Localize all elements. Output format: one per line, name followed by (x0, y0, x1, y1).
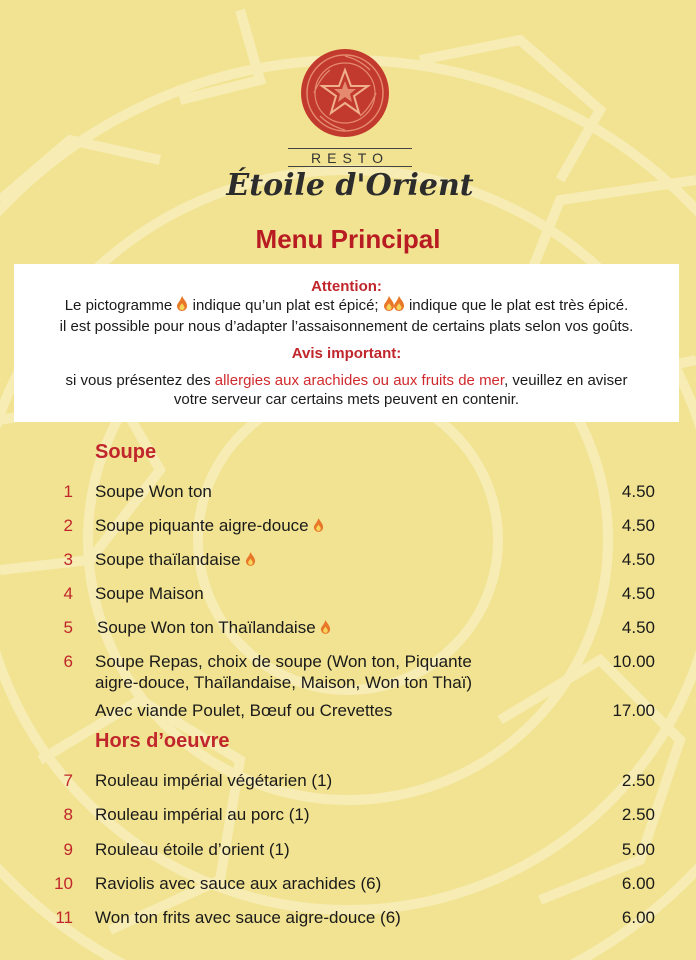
menu-item (0, 550, 696, 572)
allergy-warning: allergies aux arachides ou aux fruits de mer (214, 372, 505, 389)
menu-item (0, 805, 696, 827)
flame-icon (176, 296, 188, 311)
menu-item (0, 618, 696, 640)
item-number: 10 (54, 874, 73, 893)
menu-item (0, 482, 696, 504)
item-name: Rouleau étoile d’orient (1) (95, 840, 290, 859)
item-name: Rouleau impérial au porc (1) (95, 805, 310, 824)
item-name: Soupe Won ton Thaïlandaise (97, 618, 316, 637)
section-title-hors-doeuvre: Hors d’oeuvre (95, 730, 230, 752)
menu-item (0, 584, 696, 606)
notice-line-1-part-c: indique que le plat est très épicé. (408, 297, 629, 314)
item-name-wrap (95, 550, 256, 570)
item-number: 6 (63, 652, 73, 671)
menu-item (0, 652, 696, 696)
item-name: Won ton frits avec sauce aigre-douce (6) (95, 908, 401, 927)
item-number: 3 (63, 550, 73, 569)
page-title: Menu Principal (255, 224, 441, 254)
item-price: 17.00 (612, 701, 655, 720)
notice-line-1-part-b: indique qu’un plat est épicé; (192, 297, 379, 314)
menu-item (0, 516, 696, 538)
item-price: 2.50 (621, 771, 655, 790)
item-price: 6.00 (621, 874, 655, 893)
menu-item (0, 874, 696, 896)
item-number: 8 (63, 805, 73, 824)
item-name: Avec viande Poulet, Bœuf ou Crevettes (95, 701, 393, 720)
notice-line-3 (14, 372, 679, 389)
brand-name: Étoile d'Orient (226, 168, 474, 203)
notice-line-1 (14, 296, 679, 314)
item-name: Soupe Won ton (95, 482, 212, 501)
item-name: Raviolis avec sauce aux arachides (6) (95, 874, 382, 893)
item-name: Soupe piquante aigre-douce (95, 516, 309, 535)
item-number: 7 (63, 771, 73, 790)
notice-line-2: il est possible pour nous d’adapter l’assaisonnement de certains plats selon vos goûts. (59, 318, 634, 335)
item-price: 10.00 (612, 652, 655, 671)
brand-rule-bottom (288, 166, 412, 167)
notice-line-3-part-c: , veuillez en aviser (504, 372, 628, 389)
item-number: 11 (55, 908, 73, 927)
item-price: 4.50 (621, 550, 655, 569)
item-name-wrap (95, 516, 324, 536)
item-price: 5.00 (621, 840, 655, 859)
item-name: Soupe thaïlandaise (95, 550, 241, 569)
item-name: Rouleau impérial végétarien (1) (95, 771, 333, 790)
section-title-soupe: Soupe (95, 441, 157, 463)
item-number: 4 (63, 584, 73, 603)
item-price: 4.50 (621, 584, 655, 603)
notice-line-3-part-a: si vous présentez des (65, 372, 211, 389)
flame-icon (320, 620, 331, 634)
item-price: 4.50 (621, 516, 655, 535)
item-number: 9 (63, 840, 73, 859)
attention-heading: Attention: (311, 278, 382, 295)
flame-icon (245, 552, 256, 566)
menu-item-variant (0, 701, 696, 723)
item-price: 4.50 (621, 482, 655, 501)
notice-line-1-part-a: Le pictogramme (64, 297, 173, 314)
menu-item (0, 771, 696, 793)
menu-item (0, 840, 696, 862)
brand-rule-top (288, 148, 412, 149)
item-number: 5 (63, 618, 73, 637)
menu-item (0, 908, 696, 930)
important-heading: Avis important: (291, 345, 402, 362)
logo-seal-icon (300, 48, 390, 138)
flame-icon (313, 518, 324, 532)
item-name-continued: aigre-douce, Thaïlandaise, Maison, Won ton Thaï) (95, 673, 473, 692)
item-name: Soupe Maison (95, 584, 204, 603)
notice-box (14, 264, 679, 422)
notice-line-4: votre serveur car certains mets peuvent en contenir. (173, 391, 520, 408)
item-name-wrap (97, 618, 331, 638)
item-name: Soupe Repas, choix de soupe (Won ton, Piquante (95, 652, 472, 671)
item-price: 6.00 (621, 908, 655, 927)
brand-label: RESTO (311, 150, 389, 166)
item-number: 1 (63, 482, 73, 501)
item-price: 2.50 (621, 805, 655, 824)
double-flame-icon (383, 296, 405, 311)
item-number: 2 (63, 516, 73, 535)
item-price: 4.50 (621, 618, 655, 637)
